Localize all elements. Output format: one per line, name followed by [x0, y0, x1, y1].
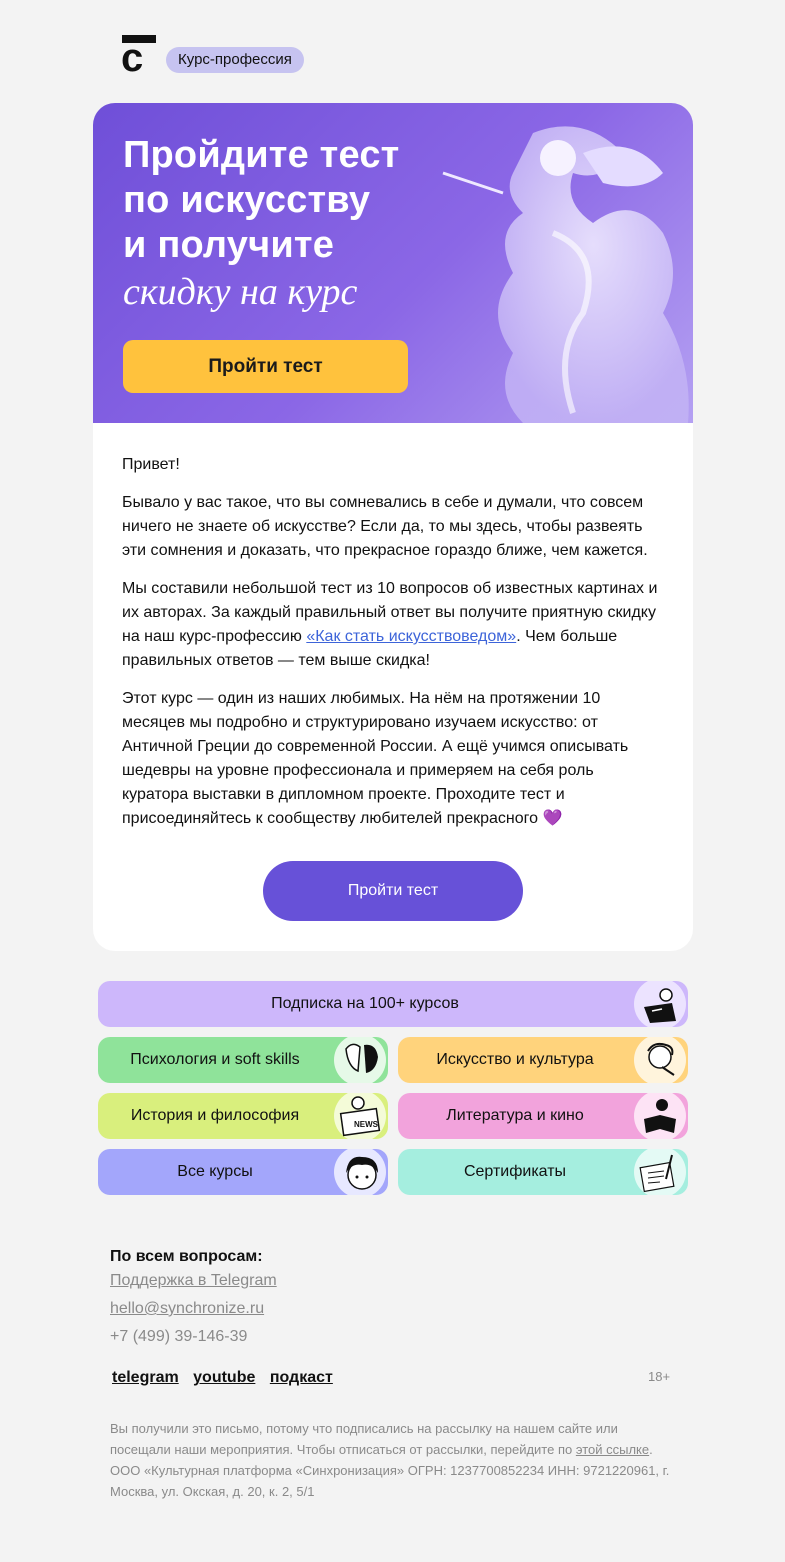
- social-telegram-link[interactable]: telegram: [112, 1369, 179, 1386]
- category-history[interactable]: История и философия NEWS: [98, 1093, 388, 1139]
- category-certificates[interactable]: Сертификаты: [398, 1149, 688, 1195]
- newspaper-illustration-icon: [332, 1093, 388, 1139]
- contacts-block: [110, 1247, 277, 1347]
- certificate-illustration-icon: [632, 1149, 688, 1195]
- hero-title: Пройдите тест по искусству и получите: [123, 134, 400, 266]
- legal-info: ООО «Культурная платформа «Синхронизация» ОГРН: 1237700852234 ИНН: 9721220961, г. Москва, ул. Окская, д. 20, к. 2, 5/1: [110, 1463, 670, 1499]
- hero-banner: [93, 103, 693, 423]
- telegram-support-link[interactable]: Поддержка в Telegram: [110, 1272, 277, 1289]
- course-paragraph: Этот курс — один из наших любимых. На нём на протяжении 10 месяцев мы подробно и структурировано изучаем искусство: от Античной Греции до современной России. А ещё учимся описывать шедевры на уровне профессионала и примеряем на себя роль куратора выставки в дипломном проекте. Проходите тест и присоединяйтесь к сообществу любителей прекрасного 💜: [122, 690, 629, 827]
- take-test-button[interactable]: Пройти тест: [263, 861, 523, 921]
- faces-illustration-icon: [332, 1037, 388, 1083]
- phone-number[interactable]: +7 (499) 39-146-39: [110, 1328, 248, 1345]
- logo[interactable]: [121, 35, 156, 80]
- footer-disclaimer: Вы получили это письмо, потому что подписались на рассылку на нашем сайте или посещали наши мероприятия. Чтобы отписаться от рассылки, перейдите по этой ссылке. ООО «Культурная платформа «Синхронизация» ОГРН: 1237700852234 ИНН: 9721220961, г. Москва, ул. Окская, д. 20, к. 2, 5/1: [110, 1421, 670, 1499]
- social-youtube-link[interactable]: youtube: [193, 1369, 256, 1386]
- category-art[interactable]: Искусство и культура: [398, 1037, 688, 1083]
- unsubscribe-link[interactable]: этой ссылке: [575, 1442, 650, 1457]
- girl-face-illustration-icon: [332, 1149, 388, 1195]
- category-psychology[interactable]: Психология и soft skills: [98, 1037, 388, 1083]
- greeting-text: Привет!: [122, 456, 180, 473]
- book-reader-illustration-icon: [632, 1093, 688, 1139]
- hero-subtitle: скидку на курс: [123, 271, 358, 313]
- svg-text:NEWS: NEWS: [354, 1120, 378, 1129]
- category-literature[interactable]: Литература и кино: [398, 1093, 688, 1139]
- hero-take-test-button[interactable]: Пройти тест: [123, 340, 408, 393]
- angel-statue-image: [433, 113, 693, 423]
- category-all-courses[interactable]: Все курсы: [98, 1149, 388, 1195]
- course-link[interactable]: «Как стать искусствоведом»: [306, 628, 517, 645]
- age-rating: 18+: [648, 1369, 671, 1384]
- social-links: [112, 1368, 343, 1388]
- logo-letter: c: [121, 36, 144, 80]
- reader-illustration-icon: [632, 981, 688, 1027]
- course-type-badge: Курс-профессия: [166, 47, 304, 73]
- category-subscription[interactable]: Подписка на 100+ курсов: [98, 981, 688, 1027]
- intro-paragraph: Бывало у вас такое, что вы сомневались в себе и думали, что совсем ничего не знаете об искусстве? Если да, то мы здесь, чтобы развеять эти сомнения и доказать, что прекрасное гораздо ближе, чем кажется.: [122, 494, 648, 559]
- social-podcast-link[interactable]: подкаст: [269, 1369, 333, 1386]
- contacts-heading: По всем вопросам:: [110, 1248, 263, 1265]
- artist-illustration-icon: [632, 1037, 688, 1083]
- email-body-card: [93, 423, 693, 951]
- test-paragraph: Мы составили небольшой тест из 10 вопросов об известных картинах и их авторах. За каждый правильный ответ вы получите приятную скидку на наш курс-профессию «Как стать искусствоведом». Чем больше правильных ответов — тем выше скидка!: [122, 580, 658, 669]
- email-link[interactable]: hello@synchronize.ru: [110, 1300, 265, 1317]
